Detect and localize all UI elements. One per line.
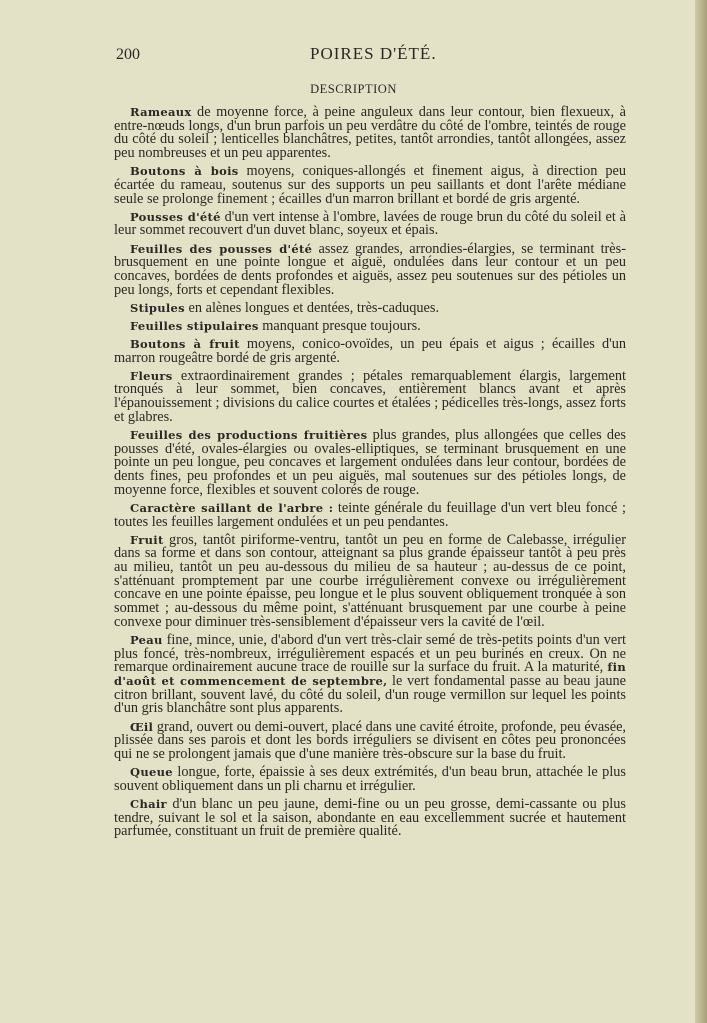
description-paragraph: [114, 718, 626, 762]
paragraph-term: Chair: [130, 796, 167, 811]
paragraph-text: teinte générale du feuillage d'un vert bleu foncé ; toutes les feuilles largement ondulées et un peu pendantes.: [114, 499, 626, 530]
description-paragraph: [114, 795, 626, 840]
paragraph-text: le vert fondamental passe au beau jaune citron brillant, souvent lavé, du côté du soleil, d'un rouge vermillon sur lequel les points d'un gris blanchâtre sont plus apparents.: [114, 673, 627, 717]
paragraph-term: Rameaux: [130, 105, 192, 119]
paragraph-term: Feuilles stipulaires: [130, 318, 259, 333]
paragraph-text: fine, mince, unie, d'abord d'un vert très-clair semé de très-petits points d'un vert plus foncé, très-nombreux, irrégulièrement espacés et un peu burinés en creux. On ne remarque ordinairement aucune trace de rouille sur la surface du fruit. A la maturité,: [114, 631, 626, 676]
description-paragraph: [114, 531, 626, 630]
paragraph-text: de moyenne force, à peine anguleux dans leur contour, bien flexueux, à entre-nœuds longs, d'un brun parfois un peu verdâtre du côté de l'ombre, teintés de rouge du côté du soleil ; lenticelles blanchâtres, petites, tantôt arrondies, tantôt allongées, assez peu nombreuses et un peu apparentes.: [114, 104, 626, 162]
paragraph-text: extraordinairement grandes ; pétales remarquablement élargis, largement tronqués à leur sommet, bien concaves, entièrement blancs avant et après l'épanouissement ; divisions du calice courtes et étalées ; pédicelles très-longs, assez forts et glabres.: [114, 367, 626, 425]
paragraph-term: Fleurs: [130, 368, 173, 383]
description-paragraph: [114, 766, 626, 793]
paragraph-term: Feuilles des productions fruitières: [130, 427, 368, 442]
paragraph-term: Boutons à fruit: [130, 336, 240, 351]
paragraph-text: d'un blanc un peu jaune, demi-fine ou un peu grosse, demi-cassante ou plus tendre, suivant le sol et la saison, abondante en eau excellemment sucrée et hautement parfumée, constituant un fruit de première qualité.: [114, 795, 626, 840]
paragraph-text: d'un vert intense à l'ombre, lavées de rouge brun du côté du soleil et à leur sommet recouvert d'un duvet blanc, soyeux et épais.: [114, 208, 626, 239]
paragraph-text: grand, ouvert ou demi-ouvert, placé dans une cavité étroite, profonde, peu évasée, plissée dans ses parois et dont les bords irréguliers se divisent en côtes peu prononcées qui ne se prolongent jamais que d'une manière très-obscure sur la base du fruit.: [114, 718, 626, 762]
paragraph-text: moyens, conico-ovoïdes, un peu épais et aigus ; écailles d'un marron rougeâtre bordé de gris argenté.: [114, 335, 626, 366]
page-edge: [695, 0, 707, 1023]
paragraph-text: moyens, coniques-allongés et finement aigus, à direction peu écartée du rameau, soutenus sur des supports un peu saillants et dont l'arête médiane seule se prolonge finement ; écailles d'un marron brillant et bordé de gris argenté.: [114, 163, 626, 207]
ripening-period: fin d'août et commencement de septembre,: [114, 660, 626, 689]
paragraph-term: Fruit: [130, 532, 164, 547]
paragraph-term: Caractère saillant de l'arbre :: [130, 500, 334, 515]
paragraph-text: en alènes longues et dentées, très-caduques.: [184, 299, 440, 316]
paragraph-term: Stipules: [130, 300, 185, 315]
description-paragraph: [114, 165, 626, 206]
paragraph-term: Peau: [130, 632, 163, 647]
paragraph-text: manquant presque toujours.: [258, 317, 421, 334]
paragraph-text: longue, forte, épaissie à ses deux extrémités, d'un beau brun, attachée le plus souvent obliquement dans un pli charnu et irrégulier.: [114, 764, 626, 794]
paragraph-text: gros, tantôt piriforme-ventru, tantôt un peu en forme de Calebasse, irrégulier dans sa forme et dans son contour, atteignant sa plus grande épaisseur tantôt à peu près au milieu, tantôt un peu au-dessous du milieu de sa hauteur ; au-dessus de ce point, s'atténuant promptement par une courbe irrégulièrement convexe ou irrégulièrement concave en une pointe épaisse, peu longue et le plus souvent obliquement tronquée à son sommet ; au-dessous du même point, s'atténuant brusquement par une courbe à peine convexe pour diminuer très-sensiblement d'épaisseur vers la cavité de l'œil.: [114, 531, 626, 630]
section-title: DESCRIPTION: [310, 82, 397, 96]
paragraph-text: assez grandes, arrondies-élargies, se terminant très-brusquement en une pointe longue et aiguë, ondulées dans leur contour et un peu concaves, bordées de dents profondes et aiguës, assez peu soutenues sur des pétioles un peu longs, forts et cependant flexibles.: [114, 240, 626, 298]
description-paragraph: [114, 426, 626, 498]
description-body: [114, 106, 626, 843]
paragraph-term: Pousses d'été: [130, 209, 221, 224]
description-paragraph: [114, 240, 626, 298]
description-paragraph: [114, 317, 626, 334]
paragraph-text: plus grandes, plus allongées que celles des pousses d'été, ovales-élargies ou ovales-elliptiques, se terminant brusquement en une pointe un peu longue, peu concaves et largement ondulées dans leur contour, bordées de dents fines, peu profondes et un peu aiguës, mal soutenues sur des pétioles longs, de moyenne force, flexibles et souvent colorés de rouge.: [114, 426, 626, 498]
description-paragraph: [114, 106, 626, 161]
description-paragraph: [114, 499, 626, 530]
page-number: 200: [116, 46, 140, 63]
description-paragraph: [114, 299, 626, 316]
paragraph-term: Feuilles des pousses d'été: [130, 241, 313, 256]
running-head: POIRES D'ÉTÉ.: [310, 44, 437, 63]
description-paragraph: [114, 208, 626, 239]
paragraph-term: Queue: [130, 765, 173, 780]
paragraph-term: Boutons à bois: [130, 164, 239, 179]
description-paragraph: [114, 631, 627, 717]
description-paragraph: [114, 367, 626, 425]
paragraph-term: Œil: [130, 719, 154, 734]
description-paragraph: [114, 335, 626, 366]
